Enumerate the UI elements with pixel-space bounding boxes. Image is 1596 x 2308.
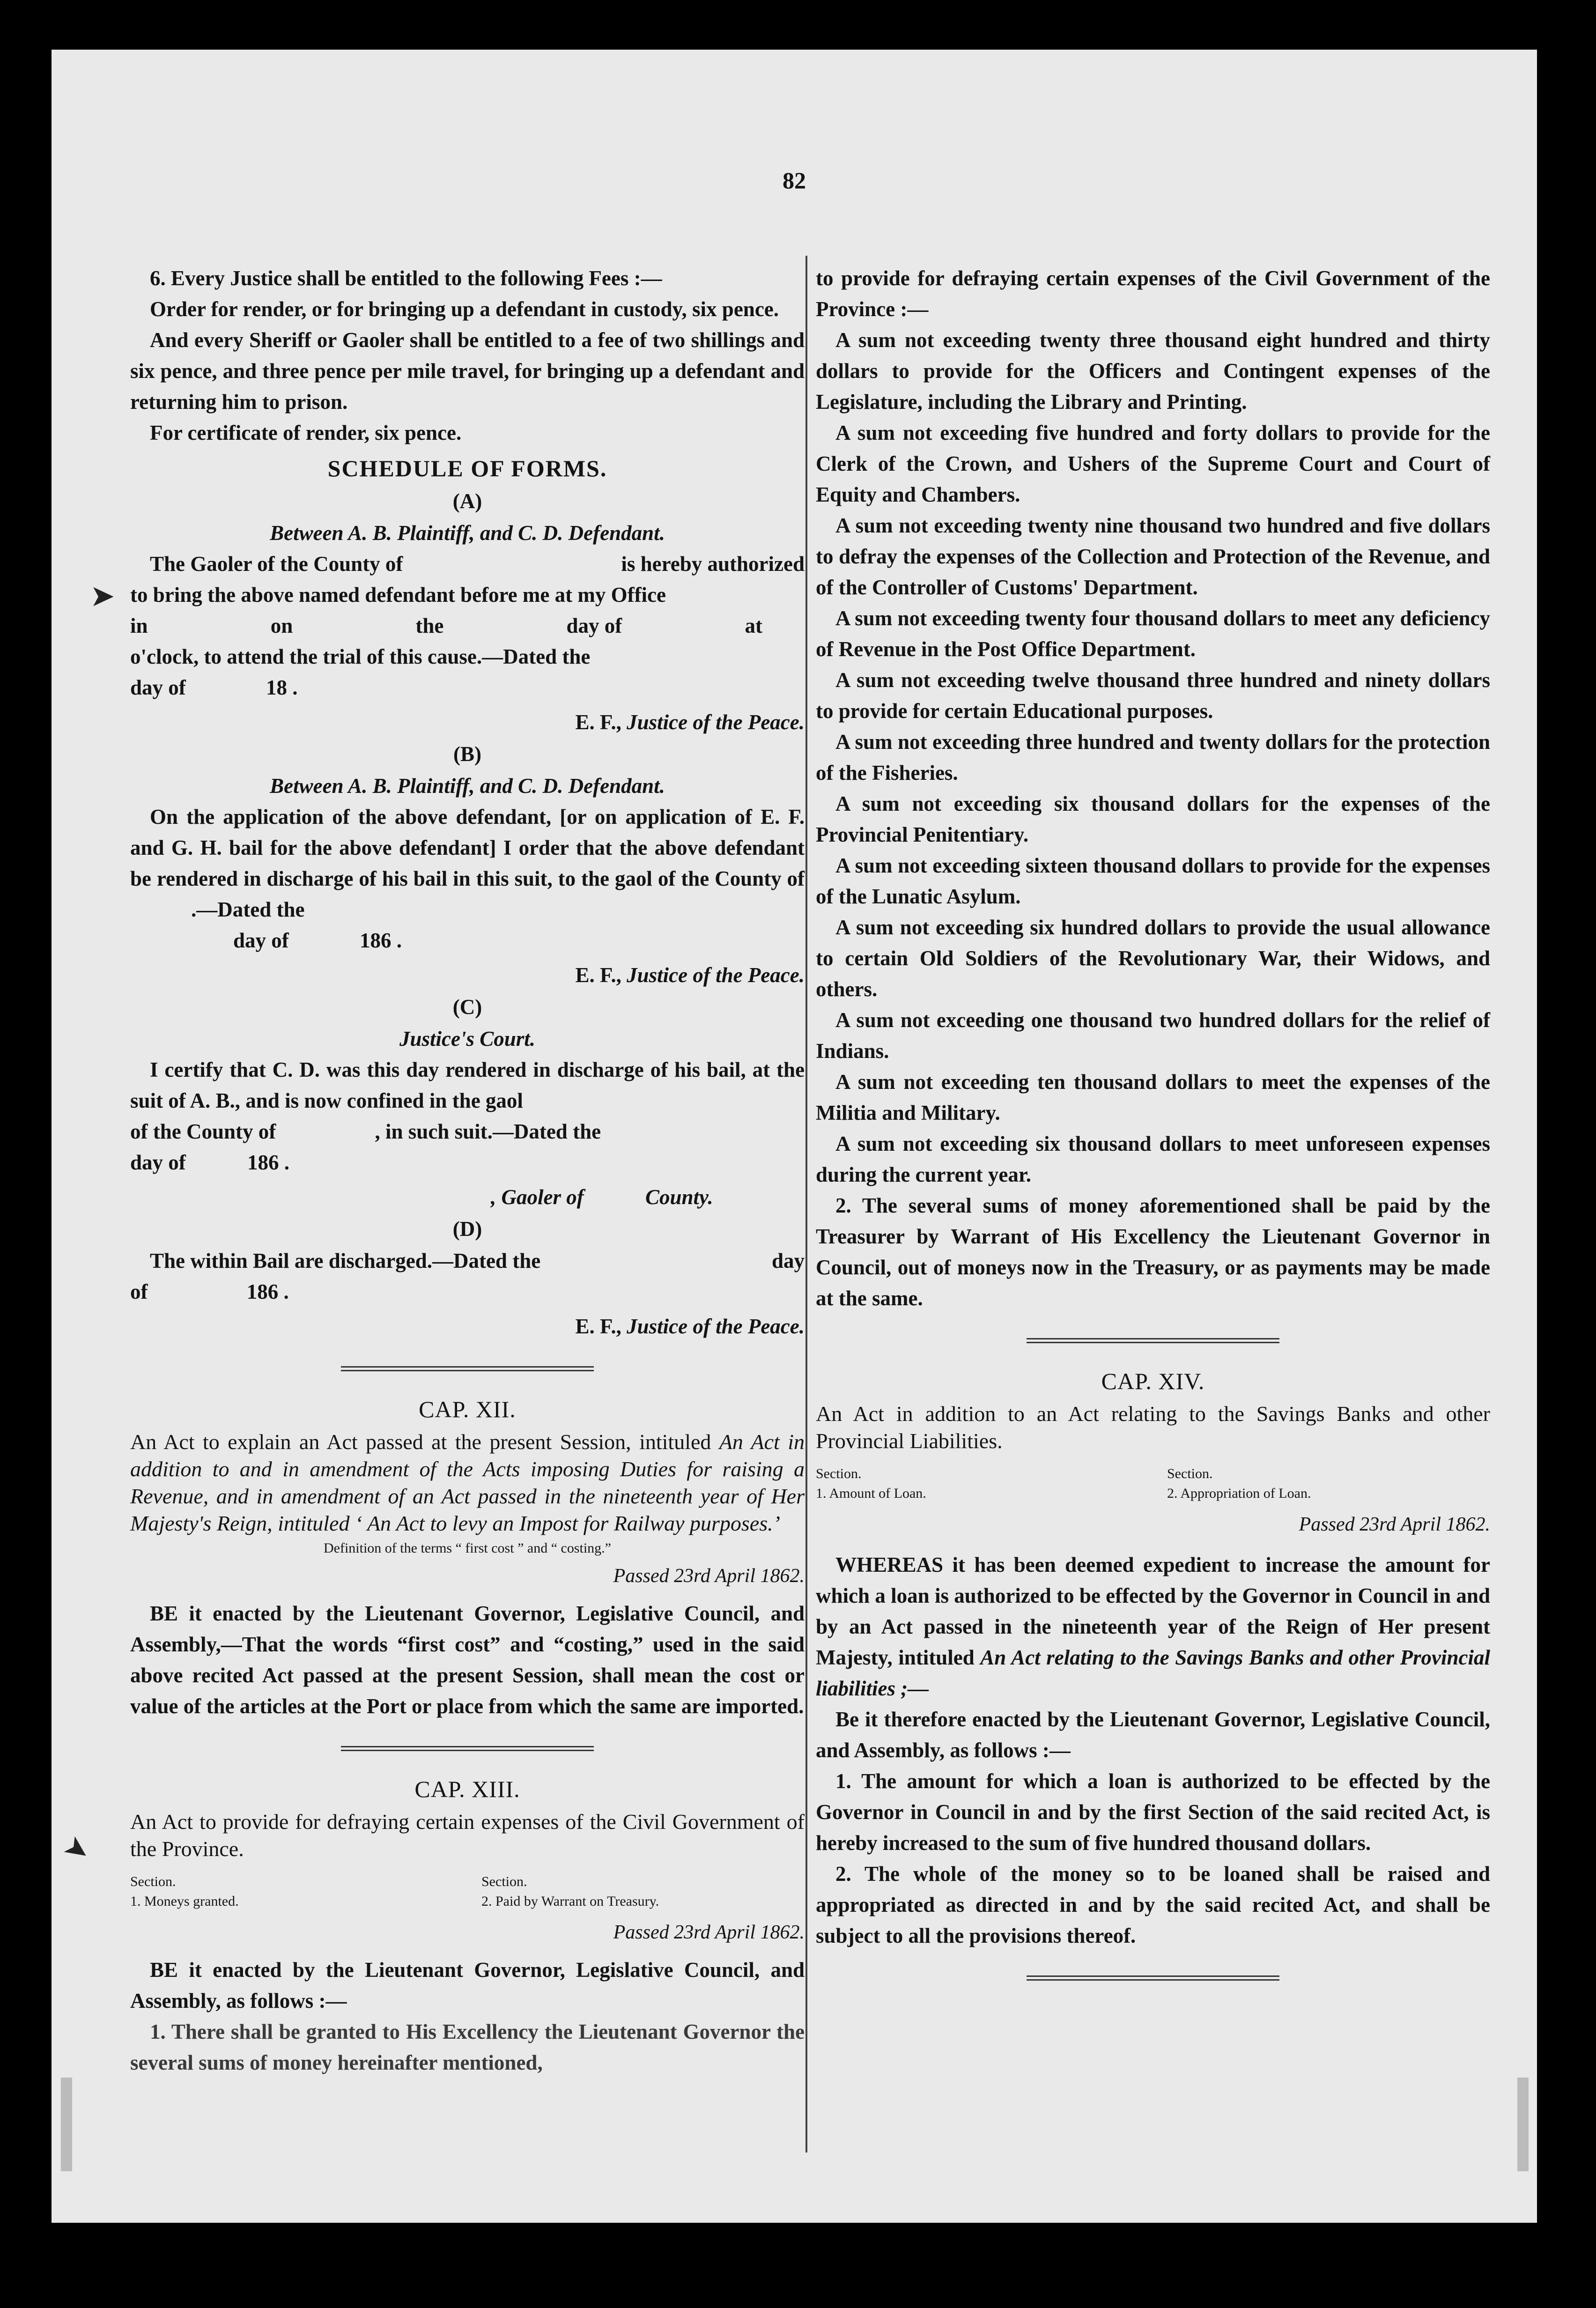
form-letter: (A) (452, 489, 482, 513)
whereas-clause (816, 1549, 1490, 1704)
clause-one: 1. There shall be granted to His Excellency the Lieutenant Governor the several sums of money hereinafter mentioned, (130, 2020, 805, 2074)
act-title-italic: An Act in addition to and in amendment of the Acts imposing Duties for raising a Revenue, and in amendment of an Act passed in the nineteenth year of Her Majesty's Reign, intituled ‘ An Act to levy an Impost for Railway purposes.’ (130, 1430, 805, 1535)
signature-title: Justice of the Peace. (627, 710, 805, 734)
signature-name: E. F., (575, 710, 621, 734)
form-signature (130, 707, 805, 738)
passed-date: Passed 23rd April 1862. (1299, 1514, 1490, 1535)
form-signature (130, 1311, 805, 1342)
form-text: of (130, 1280, 148, 1303)
form-text: On the application of the above defendant, [or on application of E. F. and G. H. bail for the above defendant] I order that the above defendant be rendered in discharge of his bail in this suit, to the gaol of the County of (130, 805, 805, 890)
form-text: day of (130, 676, 186, 699)
section-entry: 2. Paid by Warrant on Treasury. (481, 1894, 659, 1909)
form-text: The Gaoler of the County of (150, 552, 403, 576)
column-rule (805, 256, 807, 2153)
section-divider (341, 1746, 594, 1751)
form-between: Between A. B. Plaintiff, and C. D. Defendant. (270, 521, 665, 545)
clause-two: 2. The whole of the money so to be loaned shall be raised and appropriated as directed in and by the said recited Act, and shall be subject to all the provisions thereof. (816, 1862, 1490, 1947)
signature-title: Justice of the Peace. (627, 963, 805, 987)
form-text: The within Bail are discharged.—Dated the (150, 1249, 541, 1272)
act-title-text: An Act to explain an Act passed at the present Session, intituled (130, 1430, 711, 1454)
clause-one: 1. The amount for which a loan is authorized to be effected by the Governor in Council in and by the first Section of the said recited Act, is hereby increased to the sum of five hundred thousand dollars. (816, 1769, 1490, 1855)
clause-two: 2. The several sums of money aforementioned shall be paid by the Treasurer by Warrant of His Excellency the Lieutenant Governor in Council, out of moneys now in the Treasury, or as payments may be made at the same. (816, 1194, 1490, 1310)
form-text: in (130, 614, 148, 637)
section-label: Section. (481, 1874, 527, 1889)
signature-title: Justice of the Peace. (627, 1315, 805, 1338)
section-divider (341, 1366, 594, 1371)
form-line (130, 1245, 805, 1276)
schedule-heading: SCHEDULE OF FORMS. (327, 455, 607, 481)
form-text: day of (233, 929, 289, 952)
enacting-clause: Be it therefore enacted by the Lieutenant Governor, Legislative Council, and Assembly, as follows :— (816, 1708, 1490, 1762)
sum-item: A sum not exceeding twelve thousand three hundred and ninety dollars to provide for certain Educational purposes. (816, 668, 1490, 723)
sum-item: A sum not exceeding three hundred and twenty dollars for the protection of the Fisheries. (816, 730, 1490, 784)
sum-item: A sum not exceeding twenty three thousand eight hundred and thirty dollars to provide for the Officers and Contingent expenses of the Legislature, including the Library and Printing. (816, 328, 1490, 414)
form-d (130, 1213, 805, 1342)
sum-item: A sum not exceeding twenty four thousand dollars to meet any deficiency of Revenue in the Post Office Department. (816, 607, 1490, 661)
form-text: 186 . (246, 1280, 289, 1303)
form-signature (130, 960, 805, 991)
form-line (130, 548, 805, 579)
sum-item: A sum not exceeding six thousand dollars to meet unforeseen expenses during the current year. (816, 1132, 1490, 1186)
sum-item: A sum not exceeding six thousand dollars for the expenses of the Provincial Penitentiary. (816, 792, 1490, 846)
form-text: 186 . (360, 929, 402, 952)
form-line (130, 672, 805, 703)
cap-14 (816, 1366, 1490, 1951)
form-line (130, 1116, 805, 1147)
section-entry: 2. Appropriation of Loan. (1167, 1486, 1311, 1501)
document-page (52, 50, 1537, 2223)
page-number: 82 (783, 167, 806, 193)
cap-heading: CAP. XII. (419, 1396, 516, 1422)
form-text: of the County of (130, 1120, 276, 1143)
form-text: the (415, 614, 444, 637)
margin-note: Definition of the terms “ first cost ” and “ costing.” (324, 1540, 611, 1556)
enacting-clause: BE it enacted by the Lieutenant Governor, Legislative Council, and Assembly, as follows :— (130, 1958, 805, 2012)
form-body: I certify that C. D. was this day rendered in discharge of his bail, at the suit of A. B., and is now confined in the gaol (130, 1058, 805, 1112)
cap-13 (130, 1774, 805, 2078)
enacting-clause: BE it enacted by the Lieutenant Governor, Legislative Council, and Assembly,—That the words “first cost” and “costing,” used in the said above recited Act passed at the present Session, shall mean the cost or value of the articles at the Port or place from which the same are imported. (130, 1602, 805, 1718)
passed-date: Passed 23rd April 1862. (613, 1922, 805, 1943)
sum-item: A sum not exceeding sixteen thousand dollars to provide for the expenses of the Lunatic Asylum. (816, 854, 1490, 908)
section-number: 6. (150, 266, 166, 290)
form-text: 186 . (247, 1151, 290, 1174)
act-title: An Act to provide for defraying certain expenses of the Civil Government of the Province. (130, 1810, 805, 1861)
cap-heading: CAP. XIII. (414, 1776, 520, 1802)
form-text: day of (130, 1151, 186, 1174)
sum-item: A sum not exceeding ten thousand dollars to meet the expenses of the Militia and Military. (816, 1070, 1490, 1124)
passed-date: Passed 23rd April 1862. (613, 1565, 805, 1587)
section-index (816, 1464, 1490, 1503)
fees-intro: Every Justice shall be entitled to the following Fees :— (171, 266, 662, 290)
form-letter: (D) (452, 1217, 482, 1241)
form-court: Justice's Court. (399, 1027, 536, 1050)
page-edge-shadow (1517, 2078, 1529, 2171)
sum-item: A sum not exceeding twenty nine thousand two hundred and five dollars to defray the expenses of the Collection and Protection of the Revenue, and of the Controller of Customs' Department. (816, 514, 1490, 599)
form-gaoler-line (130, 1182, 805, 1213)
act-title: An Act in addition to an Act relating to the Savings Banks and other Provincial Liabilities. (816, 1402, 1490, 1453)
cap-heading: CAP. XIV. (1101, 1368, 1205, 1394)
form-b (130, 739, 805, 991)
form-body (130, 801, 805, 925)
fee-sheriff: And every Sheriff or Gaoler shall be entitled to a fee of two shillings and six pence, and three pence per mile travel, for bringing up a defendant and returning him to prison. (130, 328, 805, 414)
fee-render: Order for render, or for bringing up a defendant in custody, six pence. (150, 297, 779, 321)
whereas-italic: An Act relating to the Savings Banks and other Provincial liabilities ;— (816, 1646, 1491, 1700)
form-text: County. (645, 1185, 713, 1209)
section-divider (1027, 1338, 1279, 1343)
form-text: day of (566, 614, 622, 637)
continuation-text: to provide for defraying certain expenses of the Civil Government of the Province :— (816, 266, 1490, 321)
form-line: o'clock, to attend the trial of this cause.—Dated the (130, 645, 591, 668)
form-line (130, 1276, 805, 1307)
left-column (130, 263, 805, 2078)
signature-name: E. F., (575, 1315, 621, 1338)
form-letter: (B) (453, 742, 481, 766)
fees-section (130, 263, 805, 294)
section-divider (1027, 1975, 1279, 1981)
form-text: at (745, 614, 762, 637)
right-column (816, 263, 1490, 2003)
section-label: Section. (130, 1874, 176, 1889)
whereas-text: WHEREAS it has been deemed expedient to increase the amount for which a loan is authorized to be effected by the Governor in Council in and by an Act passed in the nineteenth year of the Reign of Her present Majesty, intituled (816, 1553, 1490, 1669)
sum-item: A sum not exceeding one thousand two hundred dollars for the relief of Indians. (816, 1008, 1490, 1063)
section-entry: 1. Amount of Loan. (816, 1486, 926, 1501)
form-between: Between A. B. Plaintiff, and C. D. Defendant. (270, 774, 665, 798)
form-line: to bring the above named defendant before me at my Office (130, 583, 666, 607)
form-text: day (771, 1249, 805, 1272)
fee-certificate: For certificate of render, six pence. (150, 421, 462, 444)
form-letter: (C) (452, 995, 482, 1019)
form-text: , in such suit.—Dated the (375, 1120, 601, 1143)
signature-name: E. F., (575, 963, 621, 987)
section-label: Section. (1167, 1466, 1213, 1481)
margin-mark-arrow: ➤ (57, 1828, 97, 1870)
form-text: 18 . (266, 676, 298, 699)
form-line (130, 1147, 805, 1178)
section-label: Section. (816, 1466, 862, 1481)
form-text: is hereby authorized (621, 552, 805, 576)
form-text: , Gaoler of (491, 1185, 584, 1209)
page-edge-shadow (61, 2078, 72, 2171)
act-title (130, 1428, 805, 1537)
form-a (130, 486, 805, 738)
section-index (130, 1872, 805, 1911)
margin-mark-arrow: ➤ (90, 579, 115, 613)
form-text: .—Dated the (191, 898, 305, 921)
form-text: on (270, 614, 293, 637)
form-c (130, 991, 805, 1213)
sum-item: A sum not exceeding five hundred and forty dollars to provide for the Clerk of the Crown, and Ushers of the Supreme Court and Court of Equity and Chambers. (816, 421, 1490, 506)
sum-item: A sum not exceeding six hundred dollars to provide the usual allowance to certain Old Soldiers of the Revolutionary War, their Widows, and others. (816, 916, 1490, 1001)
cap-12 (130, 1394, 805, 1722)
section-entry: 1. Moneys granted. (130, 1894, 239, 1909)
form-line (130, 925, 805, 956)
form-blank-line (130, 610, 805, 641)
